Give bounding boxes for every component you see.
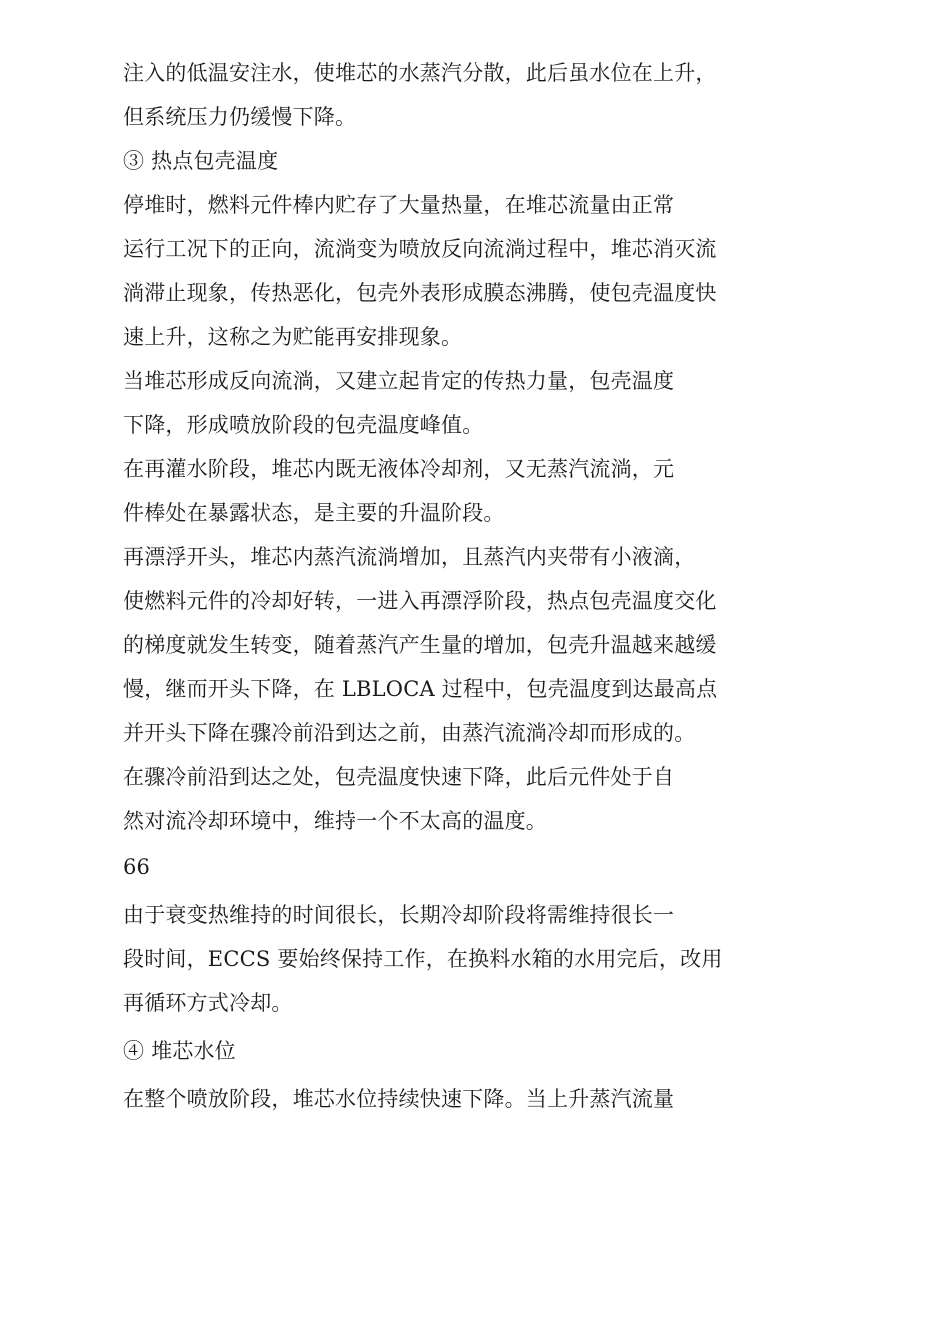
text-line: 件棒处在暴露状态，是主要的升温阶段。 — [123, 501, 505, 525]
section-heading-hot-spot-cladding-temperature: ③ 热点包壳温度 — [123, 149, 279, 173]
text-line: 运行工况下的正向，流淌变为喷放反向流淌过程中，堆芯消灭流 — [123, 237, 717, 261]
text-line: 段时间，ECCS 要始终保持工作，在换料水箱的水用完后，改用 — [123, 947, 723, 971]
text-line: 慢，继而开头下降，在 LBLOCA 过程中，包壳温度到达最高点 — [123, 677, 718, 701]
text-line: 然对流冷却环境中，维持一个不太高的温度。 — [123, 809, 547, 833]
text-line: 停堆时，燃料元件棒内贮存了大量热量，在堆芯流量由正常 — [123, 193, 675, 217]
text-line: 的梯度就发生转变，随着蒸汽产生量的增加，包壳升温越来越缓 — [123, 633, 717, 657]
text-line: 当堆芯形成反向流淌，又建立起肯定的传热力量，包壳温度 — [123, 369, 675, 393]
text-line: 再漂浮开头，堆芯内蒸汽流淌增加，且蒸汽内夹带有小液滴， — [123, 545, 696, 569]
text-line: 在再灌水阶段，堆芯内既无液体冷却剂，又无蒸汽流淌，元 — [123, 457, 675, 481]
text-line: 在整个喷放阶段，堆芯水位持续快速下降。当上升蒸汽流量 — [123, 1087, 675, 1111]
text-line: 但系统压力仍缓慢下降。 — [123, 105, 357, 129]
text-line: 再循环方式冷却。 — [123, 991, 293, 1015]
text-line: 下降，形成喷放阶段的包壳温度峰值。 — [123, 413, 484, 437]
text-line: 由于衰变热维持的时间很长，长期冷却阶段将需维持很长一 — [123, 903, 675, 927]
text-line: 在骤冷前沿到达之处，包壳温度快速下降，此后元件处于自 — [123, 765, 675, 789]
text-line: 淌滞止现象，传热恶化，包壳外表形成膜态沸腾，使包壳温度快 — [123, 281, 717, 305]
page-number: 66 — [123, 855, 151, 879]
text-line: 使燃料元件的冷却好转，一进入再漂浮阶段，热点包壳温度交化 — [123, 589, 717, 613]
text-line: 速上升，这称之为贮能再安排现象。 — [123, 325, 463, 349]
text-line: 注入的低温安注水，使堆芯的水蒸汽分散，此后虽水位在上升， — [123, 61, 717, 85]
text-line: 并开头下降在骤冷前沿到达之前，由蒸汽流淌冷却而形成的。 — [123, 721, 696, 745]
section-heading-core-water-level: ④ 堆芯水位 — [123, 1039, 236, 1063]
